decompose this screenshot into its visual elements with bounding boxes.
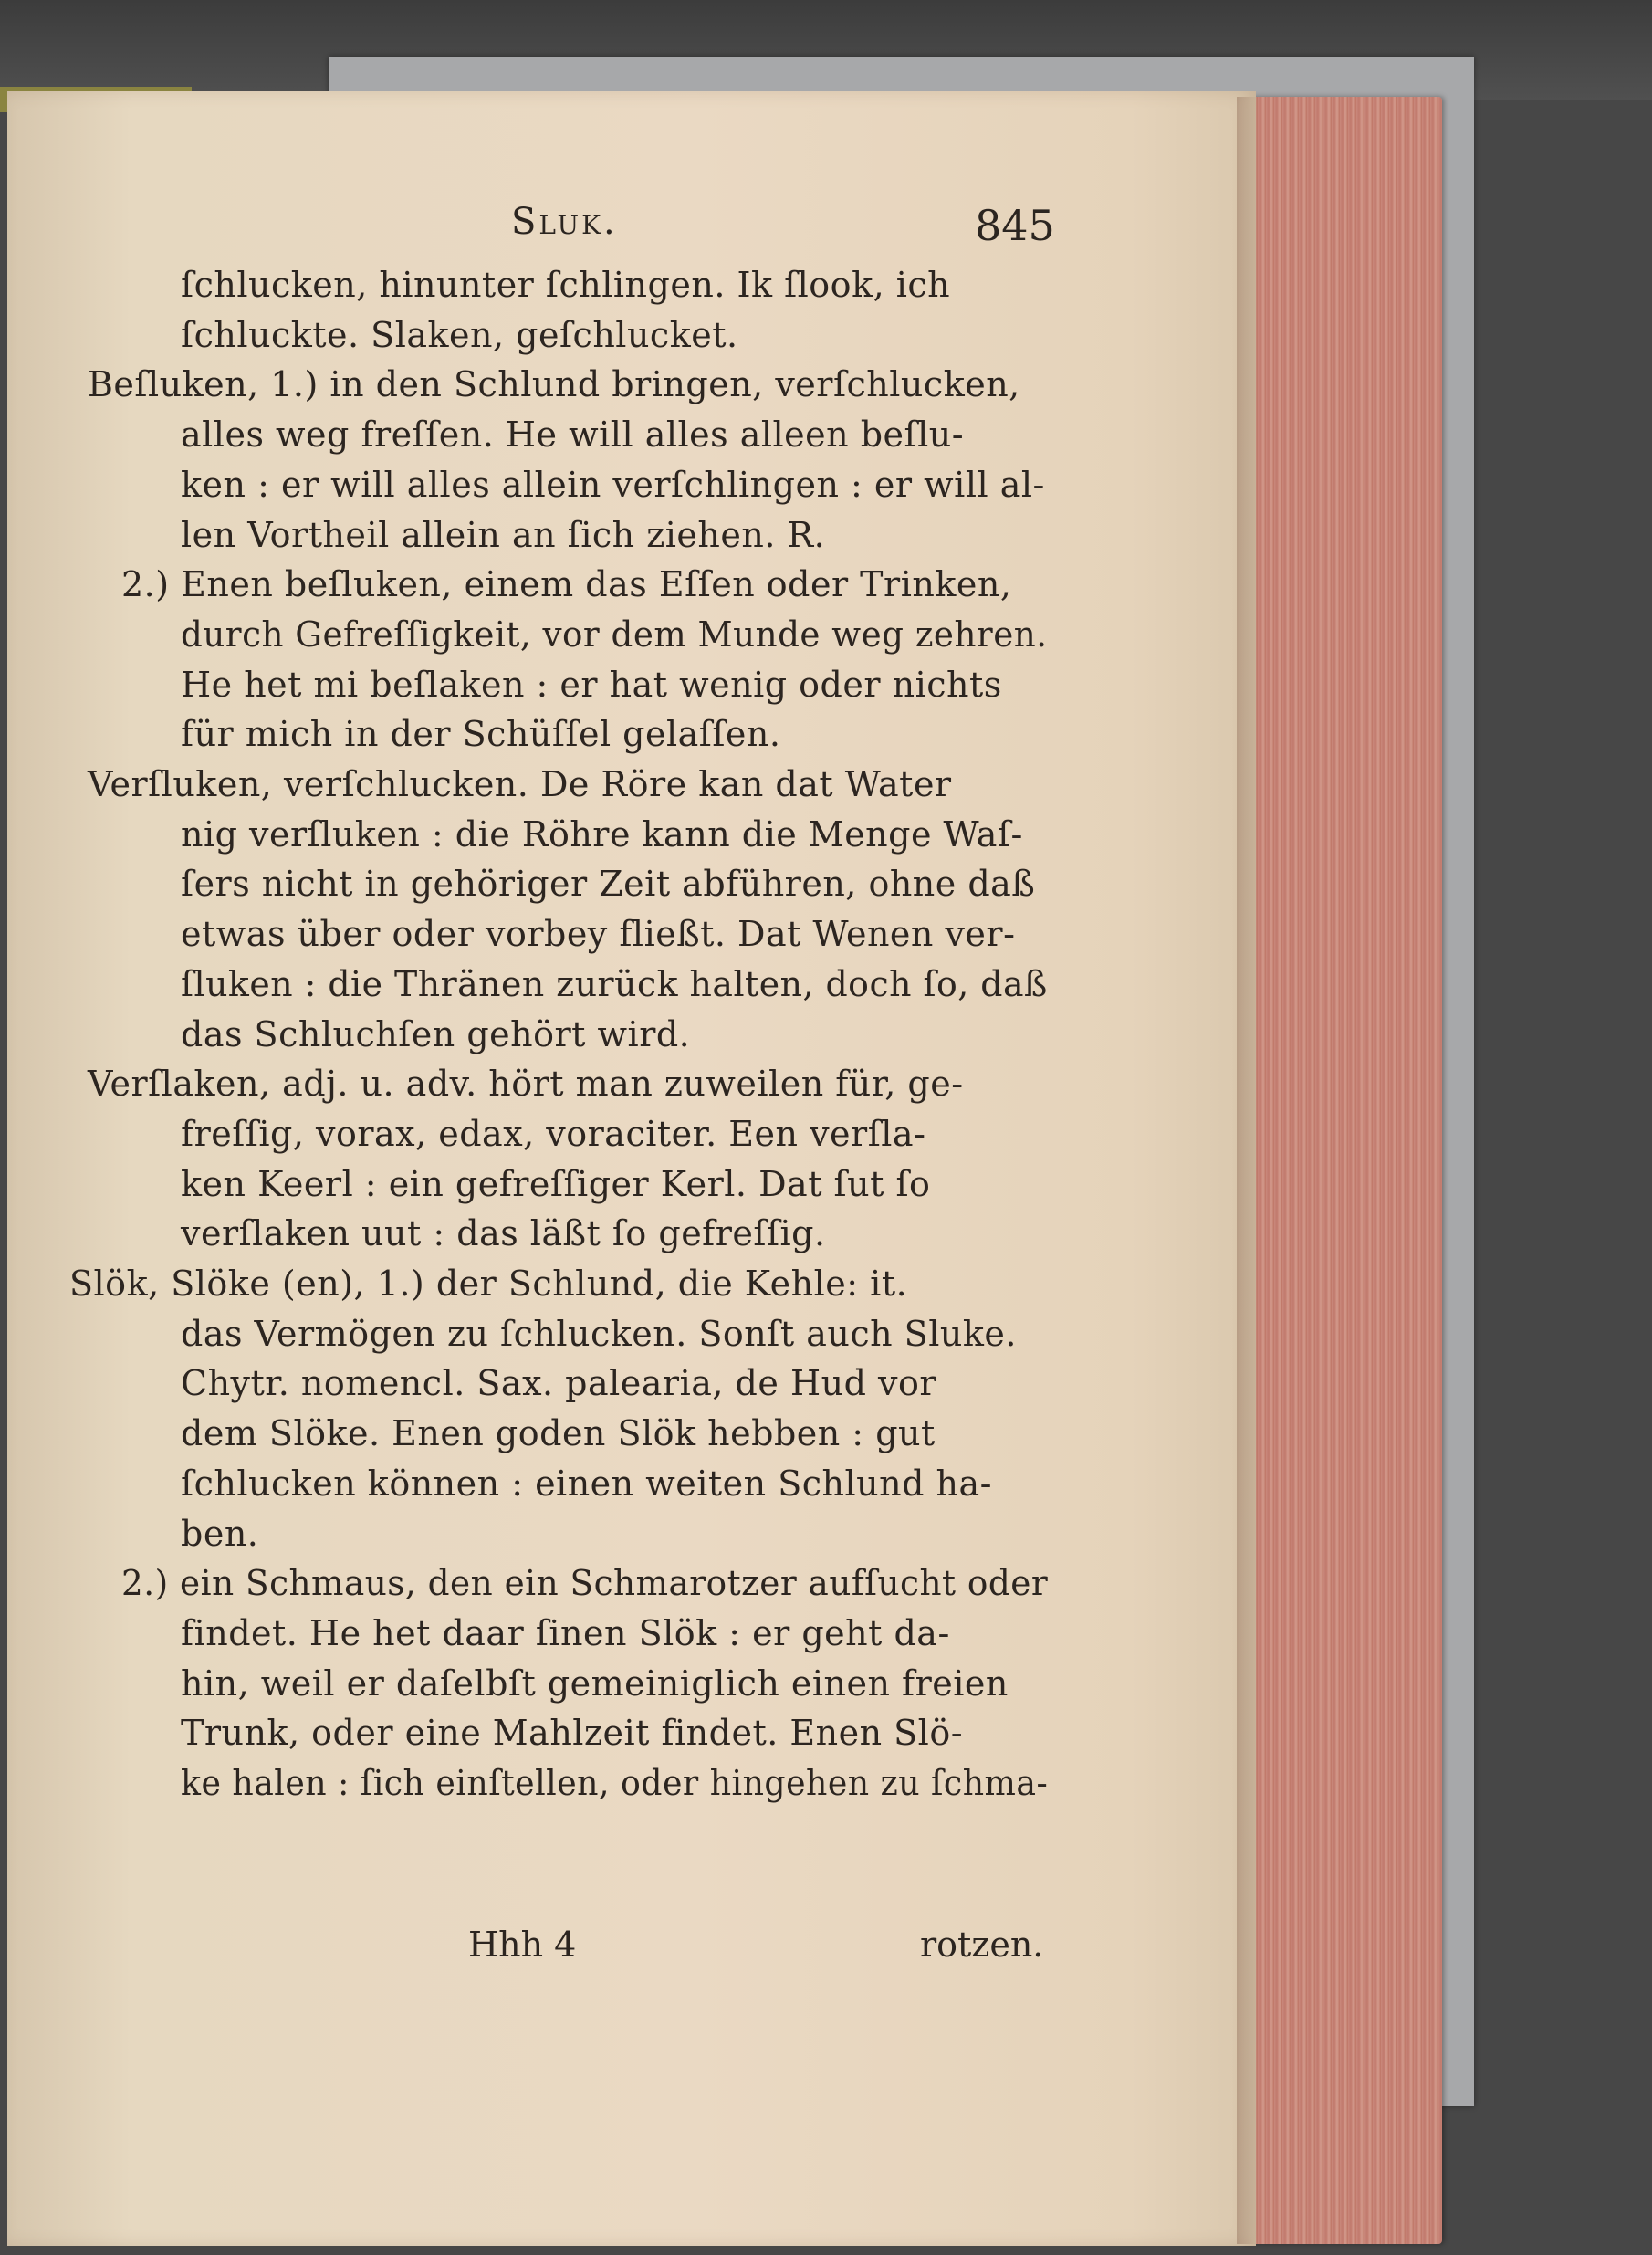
text-line: das Schluchſen gehört wird. — [181, 1014, 691, 1054]
text-line: freſſig, vorax, edax, voraciter. Een verſla- — [181, 1114, 926, 1154]
page-block-edge — [1241, 97, 1442, 2244]
text-line: ſchlucken können : einen weiten Schlund ha- — [181, 1463, 992, 1504]
text-line: dem Slöke. Enen goden Slök hebben : gut — [181, 1413, 936, 1453]
catchword: rotzen. — [920, 1925, 1044, 1965]
text-line: Beſluken, 1.) in den Schlund bringen, verſchlucken, — [88, 364, 1020, 404]
page-number: 845 — [975, 201, 1055, 250]
text-line: alles weg freſſen. He will alles alleen beſlu- — [181, 414, 965, 455]
text-line: 2.) ein Schmaus, den ein Schmarotzer aufſucht oder — [121, 1563, 1049, 1603]
text-line: Verſlaken, adj. u. adv. hört man zuweilen für, ge- — [88, 1064, 964, 1104]
text-line: ken Keerl : ein gefreſſiger Kerl. Dat ſut ſo — [181, 1164, 931, 1204]
text-line: len Vortheil allein an ſich ziehen. R. — [181, 515, 826, 555]
text-line: Verſluken, verſchlucken. De Röre kan dat Water — [88, 764, 952, 804]
text-line: Chytr. nomencl. Sax. palearia, de Hud vor — [181, 1363, 936, 1403]
text-line: durch Gefreſſigkeit, vor dem Munde weg zehren. — [181, 614, 1048, 655]
text-line: findet. He het daar ſinen Slök : er geht da- — [181, 1613, 950, 1653]
text-line: Slök, Slöke (en), 1.) der Schlund, die Kehle: it. — [69, 1264, 908, 1304]
text-line: ſluken : die Thränen zurück halten, doch ſo, daß — [181, 964, 1048, 1004]
text-line: ſchlucken, hinunter ſchlingen. Ik ſlook, ich — [181, 265, 951, 305]
text-line: ben. — [181, 1514, 259, 1554]
text-line: nig verſluken : die Röhre kann die Menge Waſ- — [181, 814, 1023, 855]
text-line: ſers nicht in gehöriger Zeit abführen, ohne daß — [181, 864, 1036, 904]
text-line: verſlaken uut : das läßt ſo gefreſſig. — [181, 1213, 826, 1253]
text-line: Trunk, oder eine Mahlzeit findet. Enen Slö- — [181, 1713, 964, 1753]
running-head: Sluk. — [511, 201, 618, 243]
text-line: für mich in der Schüſſel gelaſſen. — [181, 714, 781, 754]
text-line: He het mi beſlaken : er hat wenig oder nichts — [181, 665, 1002, 705]
text-line: etwas über oder vorbey fließt. Dat Wenen ver- — [181, 914, 1016, 954]
text-line: ken : er will alles allein verſchlingen : er will al- — [181, 465, 1045, 505]
text-line: 2.) Enen beſluken, einem das Eſſen oder Trinken, — [121, 564, 1012, 604]
gutter-shadow — [1237, 97, 1259, 2244]
text-line: ſchluckte. Slaken, geſchlucket. — [181, 315, 738, 355]
text-line: das Vermögen zu ſchlucken. Sonſt auch Sluke. — [181, 1314, 1017, 1354]
text-line: ke halen : ſich einſtellen, oder hingehen zu ſchma- — [181, 1763, 1049, 1803]
book-page — [7, 91, 1256, 2246]
signature-mark: Hhh 4 — [468, 1925, 577, 1965]
text-line: hin, weil er daſelbſt gemeiniglich einen freien — [181, 1663, 1009, 1704]
